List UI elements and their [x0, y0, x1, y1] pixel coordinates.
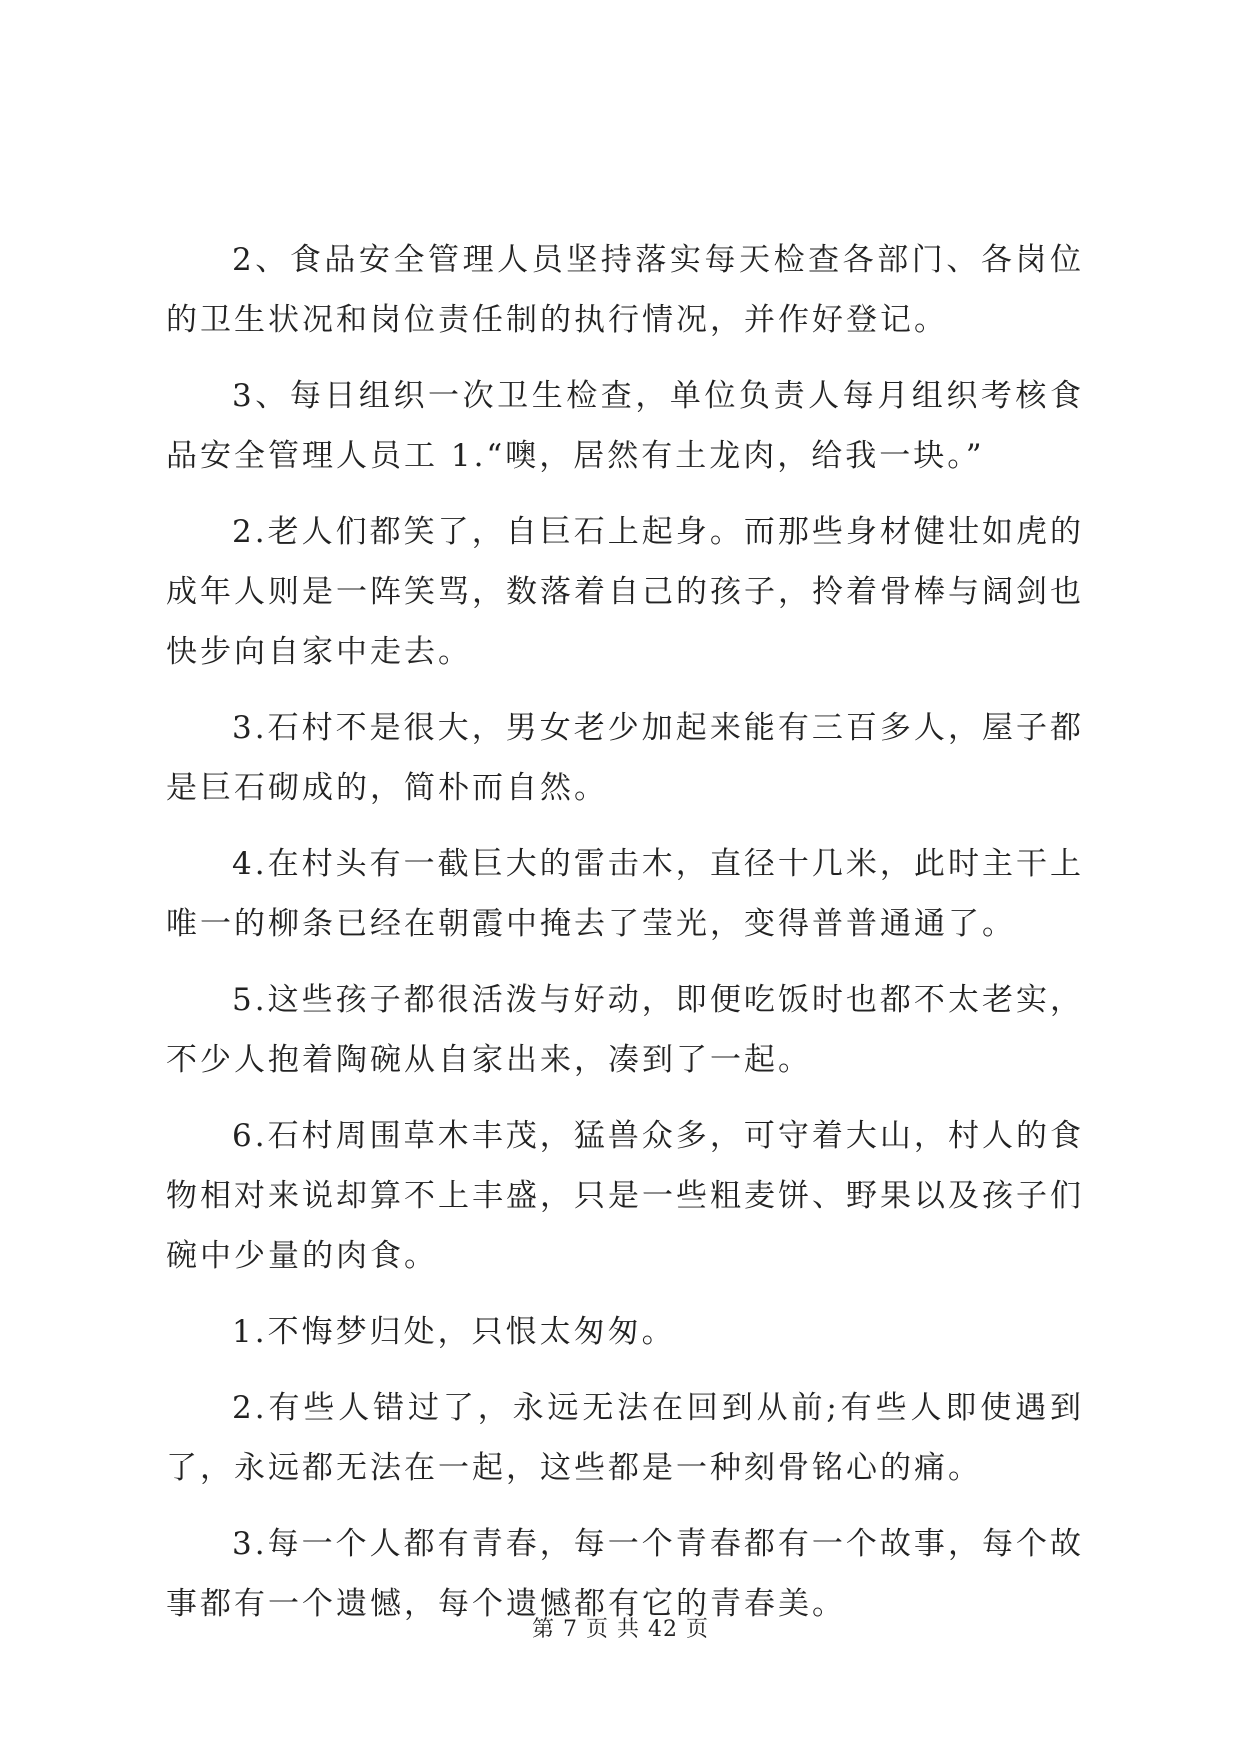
body-text	[166, 230, 1084, 1650]
paragraph: 3、每日组织一次卫生检查，单位负责人每月组织考核食品安全管理人员工 1.“噢，居然有土龙肉，给我一块。”	[166, 378, 1084, 474]
paragraph: 2.老人们都笑了，自巨石上起身。而那些身材健壮如虎的成年人则是一阵笑骂，数落着自己的孩子，拎着骨棒与阔剑也快步向自家中走去。	[166, 514, 1084, 670]
paragraph: 3.石村不是很大，男女老少加起来能有三百多人，屋子都是巨石砌成的，简朴而自然。	[166, 710, 1084, 806]
paragraph: 5.这些孩子都很活泼与好动，即便吃饭时也都不太老实，不少人抱着陶碗从自家出来，凑到了一起。	[166, 982, 1084, 1078]
paragraph: 3.每一个人都有青春，每一个青春都有一个故事，每个故事都有一个遗憾，每个遗憾都有它的青春美。	[166, 1526, 1084, 1622]
paragraph: 2.有些人错过了，永远无法在回到从前;有些人即使遇到了，永远都无法在一起，这些都是一种刻骨铭心的痛。	[166, 1390, 1084, 1486]
paragraph: 4.在村头有一截巨大的雷击木，直径十几米，此时主干上唯一的柳条已经在朝霞中掩去了莹光，变得普普通通了。	[166, 846, 1084, 942]
paragraph: 1.不悔梦归处，只恨太匆匆。	[232, 1314, 676, 1350]
paragraph: 2、食品安全管理人员坚持落实每天检查各部门、各岗位的卫生状况和岗位责任制的执行情况，并作好登记。	[166, 242, 1084, 338]
page-number-footer: 第 7 页 共 42 页	[532, 1617, 709, 1642]
paragraph: 6.石村周围草木丰茂，猛兽众多，可守着大山，村人的食物相对来说却算不上丰盛，只是一些粗麦饼、野果以及孩子们碗中少量的肉食。	[166, 1118, 1084, 1274]
